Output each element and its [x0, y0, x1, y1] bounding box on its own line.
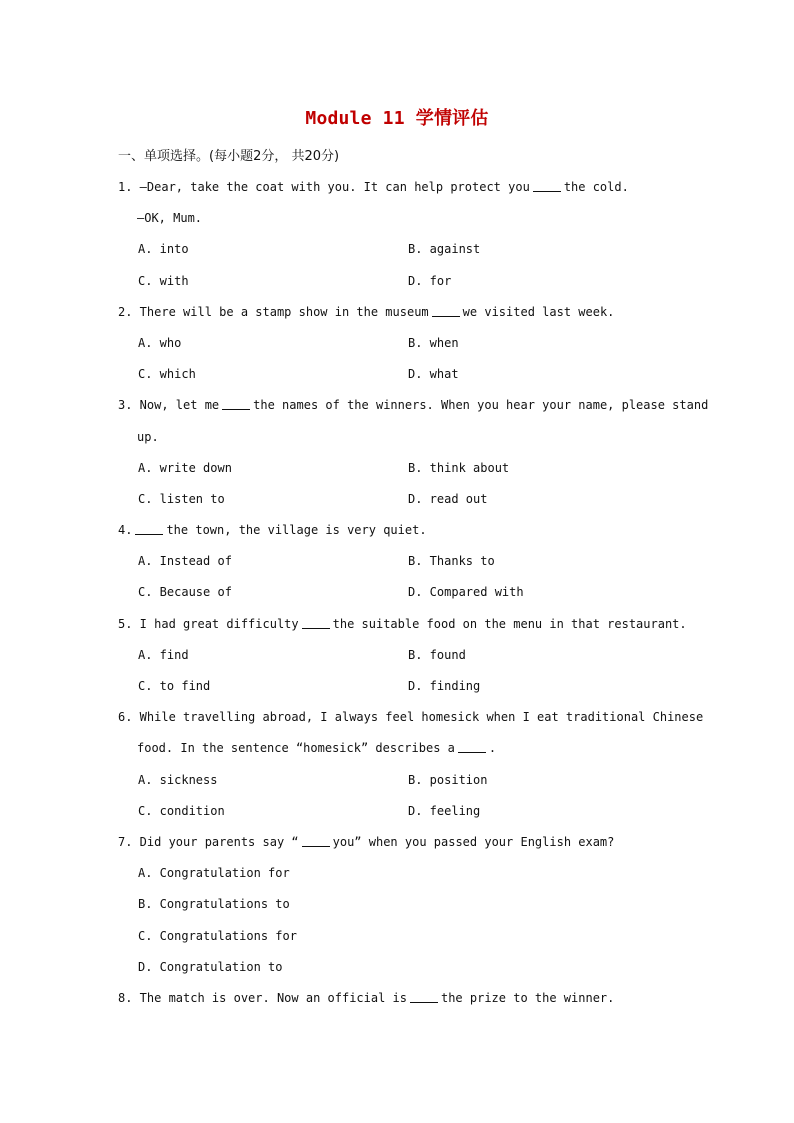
answer-blank [533, 180, 561, 192]
option-c[interactable]: C. Because of [138, 585, 232, 600]
option-a[interactable]: A. Congratulation for [138, 866, 290, 881]
option-d[interactable]: D. read out [408, 491, 488, 506]
question-2-options-ab [118, 328, 678, 359]
option-c[interactable]: C. Congratulations for [138, 928, 297, 943]
answer-blank [432, 305, 460, 317]
option-a[interactable]: A. sickness [138, 772, 218, 787]
option-a[interactable]: A. into [138, 242, 189, 257]
option-d[interactable]: D. what [408, 367, 459, 382]
answer-blank [302, 835, 330, 847]
option-d[interactable]: D. feeling [408, 803, 481, 818]
question-5-options-ab [118, 640, 678, 671]
option-c[interactable]: C. listen to [138, 491, 225, 506]
option-b[interactable]: B. think about [408, 460, 510, 475]
question-5-options-cd [118, 671, 678, 702]
question-5-stem: 5. I had great difficulty the suitable food on the menu in that restaurant. [118, 616, 687, 631]
option-c[interactable]: C. to find [138, 679, 211, 693]
question-6-stem: 6. While travelling abroad, I always feel homesick when I eat traditional Chinese [118, 710, 704, 725]
question-list [118, 172, 709, 1014]
option-b[interactable]: B. Congratulations to [138, 897, 290, 912]
question-1-stem: 1. —Dear, take the coat with you. It can help protect you the cold. [118, 180, 629, 194]
question-6-options-cd [118, 796, 678, 827]
answer-blank [410, 991, 438, 1003]
question-4-options-ab [118, 546, 678, 577]
option-a[interactable]: A. find [138, 647, 189, 662]
option-c[interactable]: C. with [138, 273, 189, 288]
option-a[interactable]: A. who [138, 335, 182, 350]
option-b[interactable]: B. when [408, 335, 459, 350]
question-8-stem: 8. The match is over. Now an official is the prize to the winner. [118, 990, 615, 1005]
question-4-stem: 4. the town, the village is very quiet. [118, 523, 427, 538]
question-3-options-ab [118, 453, 678, 484]
question-4-options-cd [118, 577, 678, 608]
question-6-continuation: food. In the sentence “homesick” describes a . [137, 741, 497, 756]
answer-blank [302, 617, 330, 629]
page-title: Module 11 学情评估 [305, 108, 489, 129]
option-a[interactable]: A. write down [138, 460, 232, 475]
question-2-stem: 2. There will be a stamp show in the museum we visited last week. [118, 304, 615, 319]
question-7-stem: 7. Did your parents say “ you” when you passed your English exam? [118, 834, 615, 849]
option-d[interactable]: D. for [408, 273, 452, 288]
option-a[interactable]: A. Instead of [138, 554, 232, 569]
answer-blank [458, 741, 486, 753]
question-6-options-ab [118, 765, 678, 796]
option-d[interactable]: D. finding [408, 679, 481, 693]
question-3-continuation: up. [137, 429, 159, 444]
answer-blank [222, 398, 250, 410]
question-1-reply: —OK, Mum. [137, 211, 203, 226]
option-c[interactable]: C. condition [138, 803, 225, 818]
option-d[interactable]: D. Congratulation to [138, 959, 283, 974]
question-3-options-cd [118, 484, 678, 515]
option-c[interactable]: C. which [138, 367, 196, 382]
option-d[interactable]: D. Compared with [408, 585, 524, 600]
answer-blank [135, 523, 163, 535]
question-3-stem: 3. Now, let me the names of the winners. When you hear your name, please stand [118, 398, 709, 413]
section-heading: 一、单项选择。(每小题2分， 共20分) [118, 149, 340, 164]
question-2-options-cd [118, 359, 678, 390]
question-1-options-cd [118, 266, 678, 297]
option-b[interactable]: B. found [408, 647, 466, 662]
question-1-options-ab [118, 234, 678, 265]
option-b[interactable]: B. Thanks to [408, 554, 495, 569]
option-b[interactable]: B. against [408, 242, 481, 257]
option-b[interactable]: B. position [408, 772, 488, 787]
